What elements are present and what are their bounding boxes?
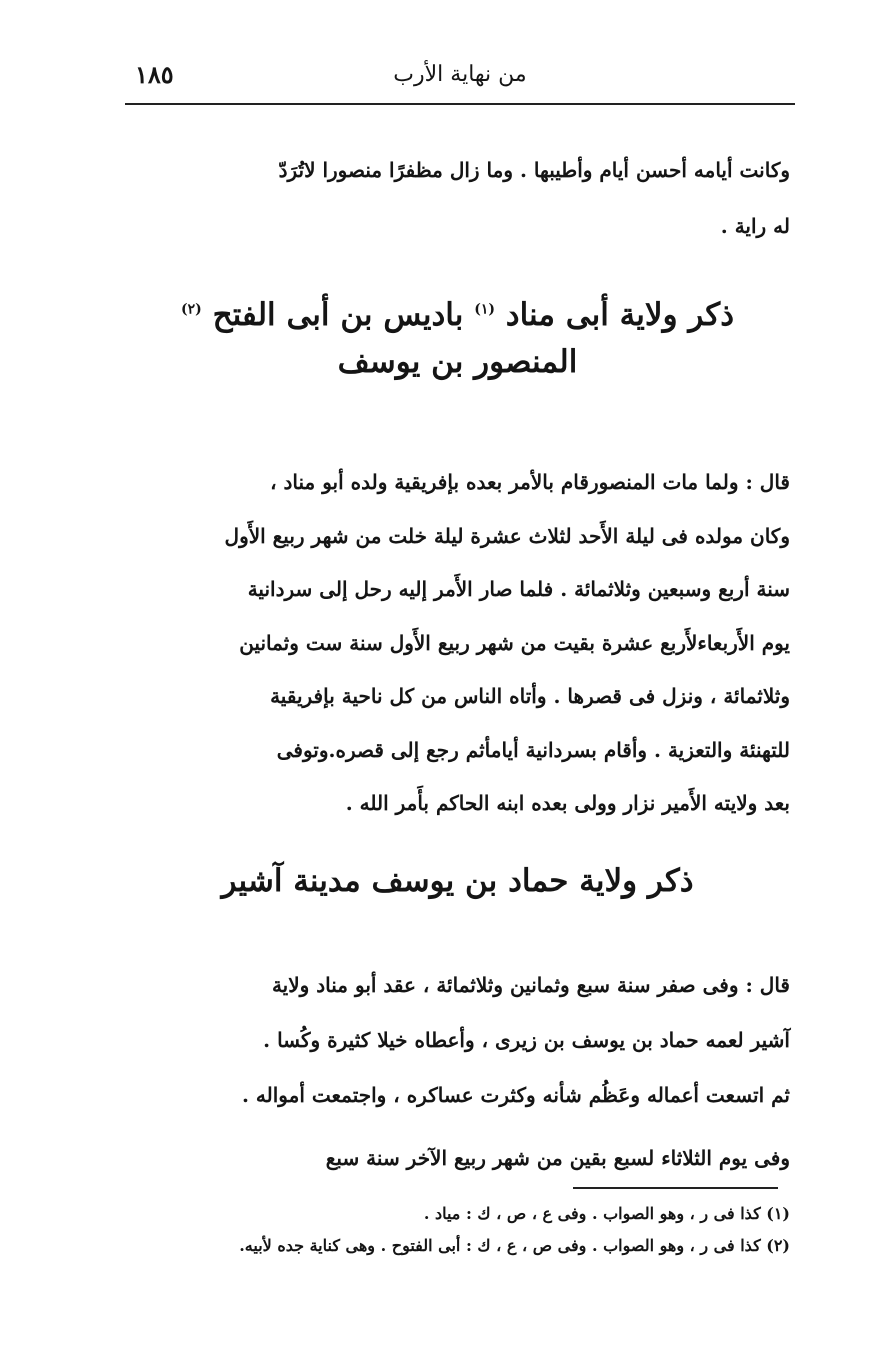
text-line: بعد ولايته الأَمير نزار وولى بعده ابنه الحاكم بأَمر الله . [345,791,790,815]
text-line: ثم اتسعت أعماله وعَظُم شأنه وكثرت عساكره ، واجتمعت أمواله . [241,1083,790,1107]
text-line: وثلاثمائة ، ونزل فى قصرها . وأتاه الناس من كل ناحية بإفريقية [270,684,790,708]
text-line: وكانت أيامه أحسن أيام وأطيبها . وما زال مظفرًا منصورا لاتُرَدّ [278,158,790,182]
footnote-ref-2: (٢) [180,301,202,318]
text-line: آشير لعمه حماد بن يوسف بن زيرى ، وأعطاه خيلا كثيرة وكُسا . [263,1028,790,1052]
footnotes [125,1204,790,1268]
section-body-badis [125,456,790,831]
running-title: من نهاية الأرب [393,62,527,87]
text-line: سنة أربع وسبعين وثلاثمائة . فلما صار الأَمر إليه رحل إلى سردانية [247,577,790,601]
footnote-rule [573,1187,778,1189]
footnote-1: (١) كذا فى ر ، وهو الصواب . وفى ع ، ص ، ك : مياد . [423,1204,790,1223]
intro-paragraph [125,142,790,254]
footnote-ref-1: (١) [474,301,495,318]
section-body-hammad [125,958,790,1186]
text-line: يوم الأَربعاءلأَربع عشرة بقيت من شهر ربيع الأَول سنة ست وثمانين [239,630,790,655]
text-line: له راية . [720,214,790,238]
page-number: ١٨٥ [135,60,174,89]
footnote-2: (٢) كذا فى ر ، وهو الصواب . وفى ص ، ع ، ك : أبى الفتوح . وهى كناية جده لأبيه. [239,1236,790,1255]
heading-line-2: المنصور بن يوسف [337,343,578,380]
page-header [125,58,795,98]
text-line: للتهنئة والتعزية . وأقام بسردانية أيامأثم رجع إلى قصره.وتوفى [276,737,790,762]
text-line: قال : ولما مات المنصورقام بالأمر بعده بإفريقية ولده أبو مناد ، [270,470,790,494]
heading-line-1: ذكر ولاية أبى مناد $^{(١)}$ باديس بن أبى الفتح $^{(٢)}$ [180,297,734,333]
text-line: وكان مولده فى ليلة الأَحد لثلاث عشرة ليلة خلت من شهر ربيع الأَول [224,523,790,548]
text-line: قال : وفى صفر سنة سبع وثمانين وثلاثمائة ، عقد أبو مناد ولاية [271,973,790,997]
section-heading-hammad: ذكر ولاية حماد بن يوسف مدينة آشير [221,863,694,899]
header-rule [125,103,795,105]
section-heading-badis [125,296,790,382]
text-line: وفى يوم الثلاثاء لسبع بقين من شهر ربيع الآخر سنة سبع [325,1146,790,1170]
